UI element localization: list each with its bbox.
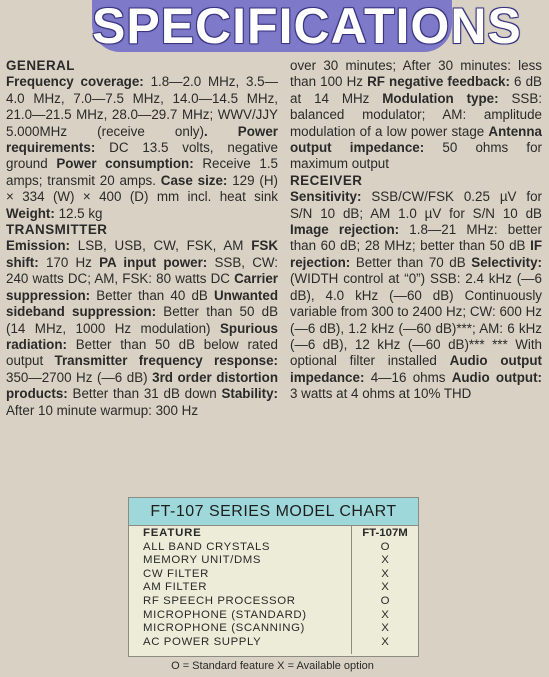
feature-row: CW FILTER xyxy=(143,567,209,580)
spec-value: SSB: balanced modulator; AM: amplitude modulation of a low power stage xyxy=(290,90,542,139)
spec-value: Better than 40 dB xyxy=(90,287,215,303)
transmitter-specs xyxy=(6,238,278,418)
spec-value: Better than 50 dB (14 MHz, 1000 Hz modulation) xyxy=(6,304,278,336)
model-value: X xyxy=(381,554,389,567)
spec-value: SSB/CW/FSK 0.25 µV for S/N 10 dB; AM 1.0 µV for S/N 10 dB xyxy=(290,189,542,221)
model-column xyxy=(352,527,418,649)
section-heading-receiver: RECEIVER xyxy=(290,172,363,188)
spec-value: 1.8—2.0 MHz, 3.5—4.0 MHz, 7.0—7.5 MHz, 14.0—14.5 MHz, 21.0—21.5 MHz, 28.0—29.7 MHz; WWV/JJY 5.000MHz (receive only) xyxy=(6,74,278,139)
spec-value: Better than 70 dB xyxy=(350,254,472,270)
spec-label: Frequency coverage: xyxy=(6,74,144,90)
spec-value: Better than 31 dB down xyxy=(67,386,222,402)
model-header: FT-107M xyxy=(362,527,408,539)
spec-value: SSB, CW: 240 watts DC; AM, FSK: 80 watts DC xyxy=(6,254,278,287)
right-column xyxy=(290,58,542,403)
model-chart xyxy=(128,497,419,657)
spec-value: Better than 50 dB below rated output xyxy=(6,336,278,369)
spec-value: 4—16 ohms xyxy=(364,369,452,385)
feature-row: MEMORY UNIT/DMS xyxy=(143,554,262,567)
spec-label: FSK shift: xyxy=(6,238,278,270)
model-chart-legend: O = Standard feature X = Available option xyxy=(171,660,374,672)
spec-label: IF rejection: xyxy=(290,238,542,270)
spec-label: Spurious radiation: xyxy=(6,320,278,352)
spec-label: Weight: xyxy=(6,205,55,221)
spec-value: 129 (H) × 334 (W) × 400 (D) mm incl. heat sink xyxy=(6,172,279,205)
feature-row: MICROPHONE (STANDARD) xyxy=(143,608,307,621)
model-value: O xyxy=(380,594,390,607)
spec-value-continued: over 30 minutes; After 30 minutes: less than 100 Hz xyxy=(290,58,542,90)
spec-label: Sensitivity: xyxy=(290,189,362,205)
spec-value: DC 13.5 volts, negative ground xyxy=(6,140,278,172)
model-chart-title: FT-107 SERIES MODEL CHART xyxy=(129,498,418,526)
model-value: X xyxy=(381,622,389,635)
spec-value: LSB, USB, CW, FSK, AM xyxy=(70,238,252,254)
model-value: X xyxy=(381,567,389,580)
spec-value: (WIDTH control at “0”) SSB: 2.4 kHz (—6 dB), 4.0 kHz (—60 dB) Continuously variable from 300 to 2400 Hz; CW: 600 Hz (—6 dB), 1.2 kHz (—60 dB)***; AM: 6 kHz (—6 dB), 12 kHz (—60 dB)*** *** With optional filter installed xyxy=(290,271,542,369)
spec-value: 6 dB at 14 MHz xyxy=(290,74,542,106)
spec-value: 12.5 kg xyxy=(54,205,103,221)
spec-label: Image rejection: xyxy=(290,222,400,238)
section-heading-general: GENERAL xyxy=(6,58,75,73)
spec-value: 1.8—21 MHz: better than 60 dB; 28 MHz; better than 50 dB xyxy=(290,222,542,254)
left-column xyxy=(6,58,278,419)
model-value: O xyxy=(380,540,390,553)
feature-row: MICROPHONE (SCANNING) xyxy=(143,622,305,635)
feature-row: RF SPEECH PROCESSOR xyxy=(143,594,296,607)
spec-value: Receive 1.5 amps; transmit 20 amps. xyxy=(6,156,278,188)
model-value: X xyxy=(381,581,389,594)
spec-label: Audio output impedance: xyxy=(290,353,542,385)
spec-label: Selectivity: xyxy=(471,254,542,270)
spec-label: Stability: xyxy=(221,386,278,402)
spec-label: Audio output: xyxy=(451,369,542,385)
general-specs xyxy=(6,74,278,222)
model-value: X xyxy=(381,635,389,648)
spec-value: 170 Hz xyxy=(38,254,100,270)
spec-label: Case size: xyxy=(160,172,228,188)
receiver-specs xyxy=(290,189,542,402)
spec-label: Antenna output impedance: xyxy=(290,123,542,156)
spec-value: 350—2700 Hz (—6 dB) xyxy=(6,369,153,385)
spec-value: 50 ohms for maximum output xyxy=(290,140,542,172)
spec-value: After 10 minute warmup: 300 Hz xyxy=(6,402,199,418)
spec-label: . Power requirements: xyxy=(6,123,278,156)
spec-label: Emission: xyxy=(6,238,70,254)
spec-label: PA input power: xyxy=(99,254,208,270)
spec-label: Power consumption: xyxy=(56,156,194,172)
spec-value: 3 watts at 4 ohms at 10% THD xyxy=(290,386,472,402)
spec-label: Transmitter frequency response: xyxy=(54,353,278,369)
section-heading-transmitter: TRANSMITTER xyxy=(6,222,108,238)
model-value: X xyxy=(381,608,389,621)
spec-label: RF negative feedback: xyxy=(367,74,510,90)
feature-column xyxy=(143,527,349,649)
feature-row: ALL BAND CRYSTALS xyxy=(143,540,271,553)
page-title: SPECIFICATIONS xyxy=(92,0,522,54)
feature-row: AC POWER SUPPLY xyxy=(143,635,262,648)
spec-label: Carrier suppression: xyxy=(6,271,278,303)
model-chart-body xyxy=(129,526,418,654)
transmitter-specs-continued xyxy=(290,58,542,173)
spec-label: Unwanted sideband suppression: xyxy=(6,287,278,320)
spec-label: 3rd order distortion products: xyxy=(6,369,278,402)
feature-header: FEATURE xyxy=(143,527,202,539)
feature-row: AM FILTER xyxy=(143,581,208,594)
spec-label: Modulation type: xyxy=(382,90,499,106)
